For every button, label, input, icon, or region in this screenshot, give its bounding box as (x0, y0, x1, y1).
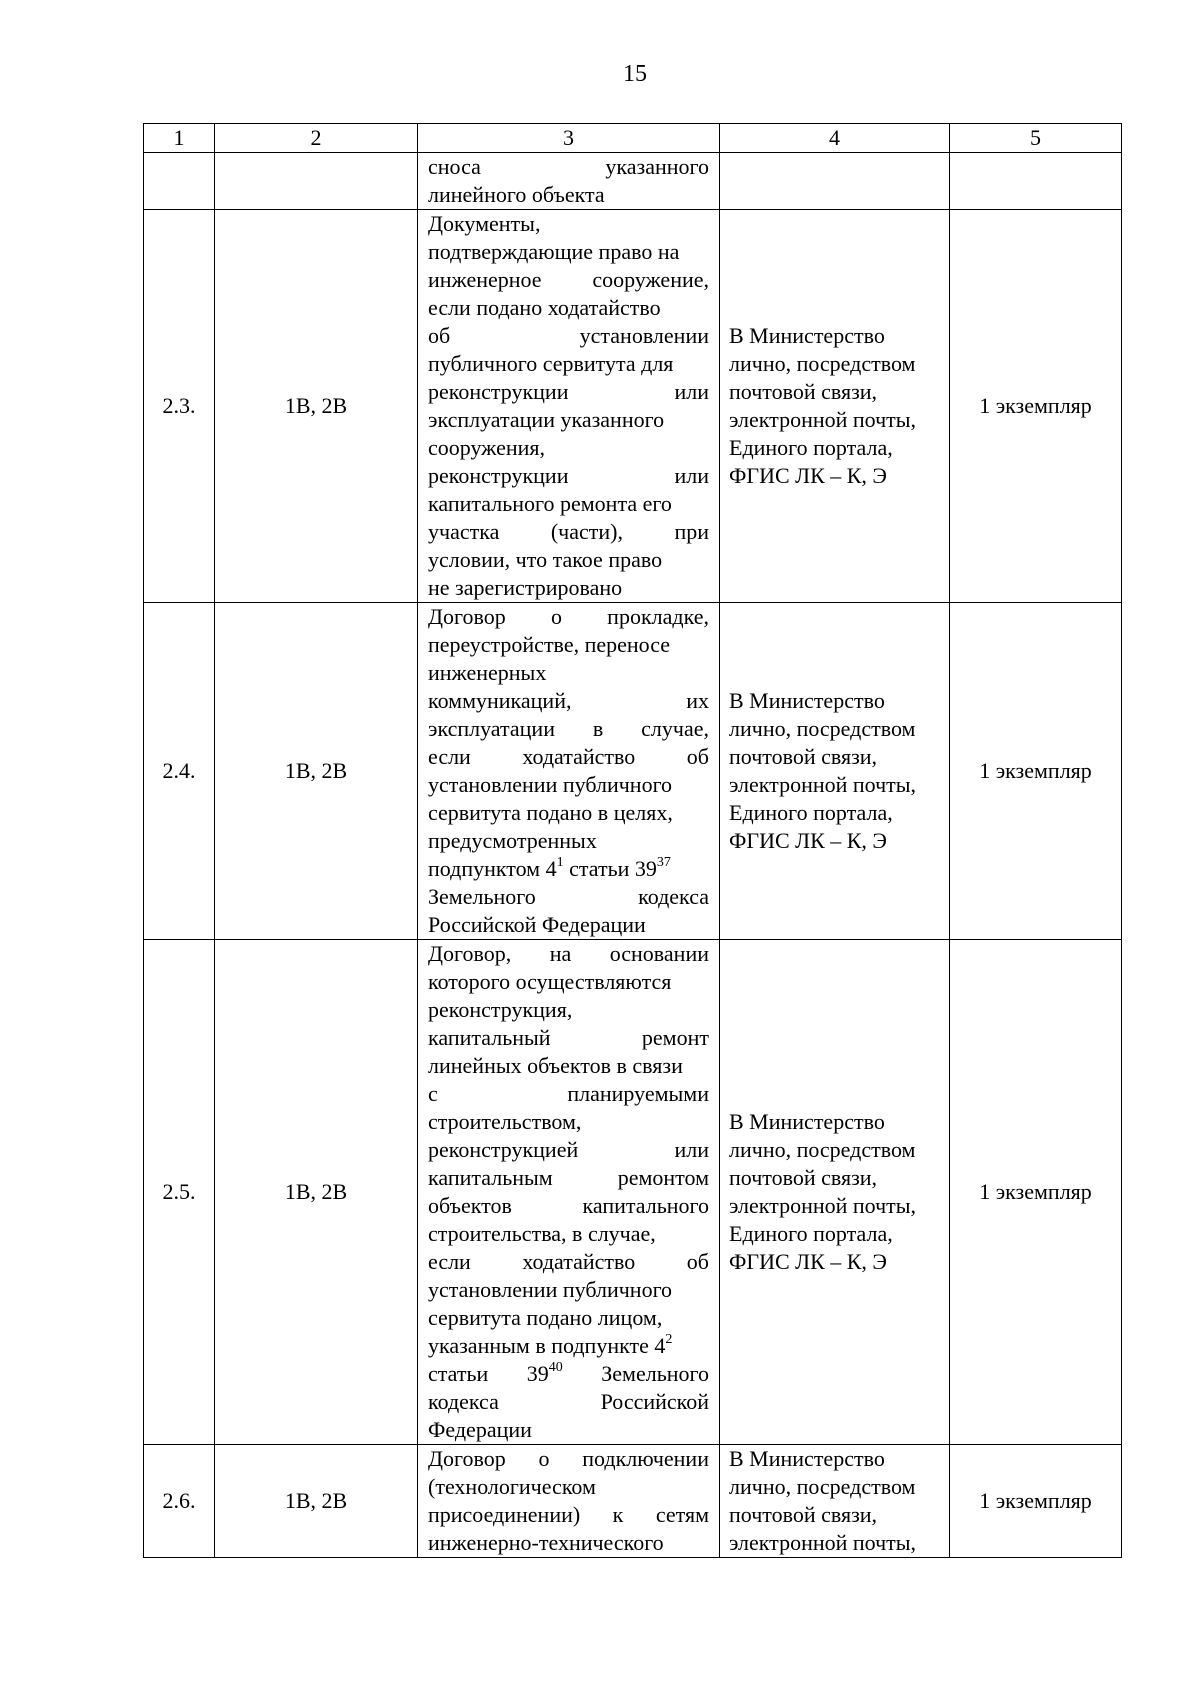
column-header-5: 5 (950, 124, 1122, 153)
submission-method-line: В Министерство (729, 688, 885, 713)
submission-method-line: почтовой связи, (729, 379, 878, 404)
description-line: сооружения, (428, 435, 546, 460)
description-line: коммуникаций, их (428, 688, 709, 713)
description-line: Договор, на основании (428, 941, 709, 966)
submission-method-cell (720, 603, 950, 940)
copies-count-cell: 1 экземпляр (950, 603, 1122, 940)
copies-count-cell: 1 экземпляр (950, 940, 1122, 1445)
submission-method-line: В Министерство (729, 1446, 885, 1471)
submission-method-line: почтовой связи, (729, 1502, 878, 1527)
copies-count-cell (950, 153, 1122, 210)
submission-method-cell (720, 1445, 950, 1558)
description-line: строительства, в случае, (428, 1221, 656, 1246)
description-line: объектов капитального (428, 1193, 709, 1218)
page-number: 15 (623, 61, 647, 87)
table-row (144, 603, 1122, 940)
description-line: не зарегистрировано (428, 575, 623, 600)
row-number-cell (144, 153, 215, 210)
submission-method-line: ФГИС ЛК – К, Э (729, 1249, 887, 1274)
submission-method-cell (720, 940, 950, 1445)
description-line: подпунктом $4^1$ статьи $39^{37}$ (428, 854, 671, 881)
description-line: которого осуществляются (428, 969, 672, 994)
row-number-cell: 2.3. (144, 210, 215, 603)
description-line: статьи $39^{40}$ Земельного (428, 1359, 709, 1386)
description-line: капитальный ремонт (428, 1025, 709, 1050)
copies-count-cell: 1 экземпляр (950, 210, 1122, 603)
description-line: предусмотренных (428, 828, 597, 853)
submission-method-line: электронной почты, (729, 407, 917, 432)
submission-method-line: В Министерство (729, 323, 885, 348)
description-line: строительством, (428, 1109, 582, 1134)
description-line: эксплуатации указанного (428, 407, 665, 432)
description-line: линейных объектов в связи (428, 1053, 683, 1078)
document-description-cell (418, 603, 720, 940)
description-line: если ходатайство об (428, 744, 709, 769)
description-line: если ходатайство об (428, 1249, 709, 1274)
description-line: сервитута подано лицом, (428, 1305, 663, 1330)
table-body (144, 153, 1122, 1558)
description-line: переустройстве, переносе (428, 632, 670, 657)
submission-method-line: Единого портала, (729, 435, 893, 460)
applicant-code-cell: 1В, 2В (215, 940, 418, 1445)
column-header-4: 4 (720, 124, 950, 153)
table-row (144, 153, 1122, 210)
submission-method-line: почтовой связи, (729, 744, 878, 769)
description-line: Договор о прокладке, (428, 604, 709, 629)
description-line: Земельного кодекса (428, 884, 709, 909)
submission-method-line: Единого портала, (729, 1221, 893, 1246)
description-line: реконструкцией или (428, 1137, 709, 1162)
description-line: инженерное сооружение, (428, 267, 709, 292)
submission-method-line: электронной почты, (729, 772, 917, 797)
submission-method-line: ФГИС ЛК – К, Э (729, 828, 887, 853)
description-line: присоединении) к сетям (428, 1502, 709, 1527)
description-line: участка (части), при (428, 519, 709, 544)
table-row (144, 1445, 1122, 1558)
submission-method-cell (720, 153, 950, 210)
description-line: реконструкции или (428, 379, 709, 404)
document-description-cell (418, 1445, 720, 1558)
description-line: кодекса Российской (428, 1389, 709, 1414)
column-header-3: 3 (418, 124, 720, 153)
description-line: эксплуатации в случае, (428, 716, 709, 741)
column-header-2: 2 (215, 124, 418, 153)
description-line: линейного объекта (428, 182, 605, 207)
applicant-code-cell: 1В, 2В (215, 1445, 418, 1558)
column-numbers-row (144, 124, 1122, 153)
description-line: с планируемыми (428, 1081, 709, 1106)
description-line: об установлении (428, 323, 709, 348)
description-line: Договор о подключении (428, 1446, 709, 1471)
submission-method-line: ФГИС ЛК – К, Э (729, 463, 887, 488)
submission-method-line: электронной почты, (729, 1530, 917, 1555)
description-line: если подано ходатайство (428, 295, 661, 320)
applicant-code-cell (215, 153, 418, 210)
row-number-cell: 2.5. (144, 940, 215, 1445)
documents-table (143, 123, 1122, 1558)
copies-count-cell: 1 экземпляр (950, 1445, 1122, 1558)
description-line: капитального ремонта его (428, 491, 672, 516)
table-header (144, 124, 1122, 153)
description-line: указанным в подпункте $4^2$ (428, 1331, 673, 1358)
document-description-cell (418, 210, 720, 603)
row-number-cell: 2.4. (144, 603, 215, 940)
description-line: сервитута подано в целях, (428, 800, 673, 825)
description-line: Федерации (428, 1417, 532, 1442)
column-header-1: 1 (144, 124, 215, 153)
description-line: условии, что такое право (428, 547, 663, 572)
description-line: Документы, (428, 211, 541, 236)
submission-method-line: В Министерство (729, 1109, 885, 1134)
description-line: подтверждающие право на (428, 239, 680, 264)
description-line: Российской Федерации (428, 912, 646, 937)
table-row (144, 210, 1122, 603)
description-line: публичного сервитута для (428, 351, 674, 376)
description-line: (технологическом (428, 1474, 596, 1499)
submission-method-line: лично, посредством (729, 716, 916, 741)
submission-method-line: электронной почты, (729, 1193, 917, 1218)
submission-method-cell (720, 210, 950, 603)
document-description-cell (418, 940, 720, 1445)
description-line: реконструкции или (428, 463, 709, 488)
applicant-code-cell: 1В, 2В (215, 603, 418, 940)
description-line: сноса указанного (428, 154, 709, 179)
description-line: капитальным ремонтом (428, 1165, 709, 1190)
submission-method-line: лично, посредством (729, 1474, 916, 1499)
description-line: инженерных (428, 660, 547, 685)
description-line: реконструкция, (428, 997, 573, 1022)
table-row (144, 940, 1122, 1445)
submission-method-line: почтовой связи, (729, 1165, 878, 1190)
description-line: установлении публичного (428, 1277, 673, 1302)
submission-method-line: лично, посредством (729, 351, 916, 376)
row-number-cell: 2.6. (144, 1445, 215, 1558)
applicant-code-cell: 1В, 2В (215, 210, 418, 603)
submission-method-line: лично, посредством (729, 1137, 916, 1162)
submission-method-line: Единого портала, (729, 800, 893, 825)
description-line: инженерно-технического (428, 1530, 664, 1555)
description-line: установлении публичного (428, 772, 673, 797)
document-description-cell (418, 153, 720, 210)
